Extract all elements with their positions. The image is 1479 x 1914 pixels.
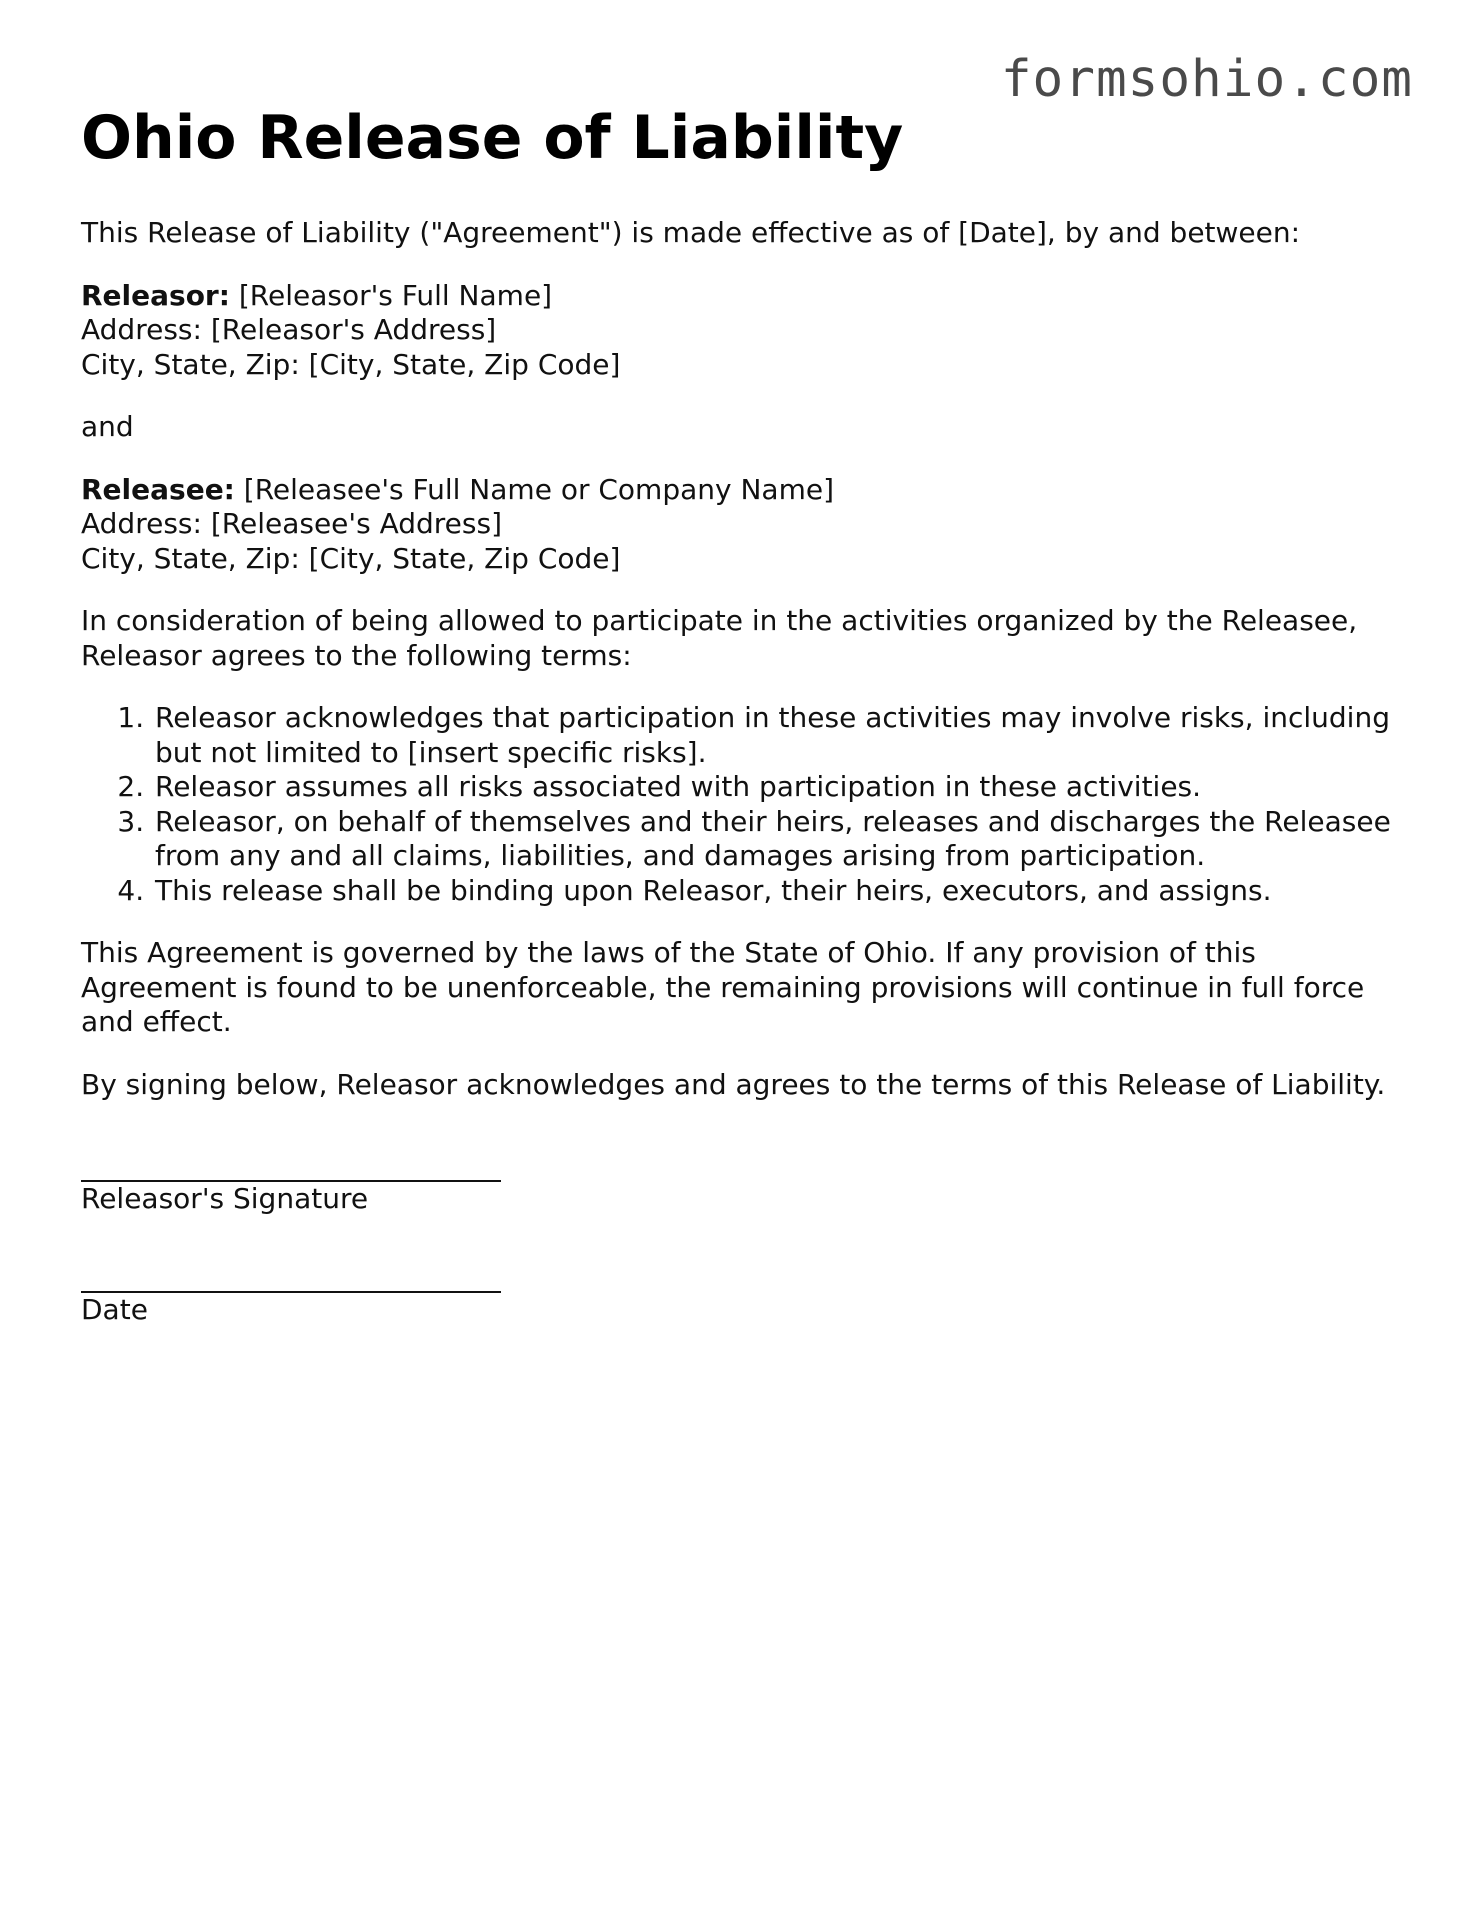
date-line[interactable] [81, 1257, 501, 1293]
releasee-label: Releasee: [81, 472, 235, 506]
date-block [81, 1257, 1401, 1328]
releasor-label: Releasor: [81, 278, 230, 312]
governing-law-paragraph: This Agreement is governed by the laws of the State of Ohio. If any provision of this Agreement is found to be unenforceable, the remaining provisions will continue in full force and effect. [81, 936, 1365, 1038]
signature-block [81, 1146, 1401, 1217]
consideration-paragraph: In consideration of being allowed to participate in the activities organized by the Releasee, Releasor agrees to the following terms: [81, 604, 1358, 672]
document-title: Ohio Release of Liability [81, 103, 904, 173]
term-item: 1. Releasor acknowledges that participation in these activities may involve risks, including but not limited to [insert specific risks]. [153, 701, 1401, 770]
acknowledgement-paragraph: By signing below, Releasor acknowledges and agrees to the terms of this Release of Liability. [81, 1067, 1386, 1101]
term-item: 3. Releasor, on behalf of themselves and their heirs, releases and discharges the Releasee from any and all claims, liabilities, and damages arising from participation. [153, 805, 1401, 874]
releasee-name: [Releasee's Full Name or Company Name] [234, 472, 834, 506]
releasor-name: [Releasor's Full Name] [229, 278, 553, 312]
term-item: 2. Releasor assumes all risks associated with participation in these activities. [153, 770, 1401, 805]
date-label: Date [81, 1292, 148, 1326]
signature-label: Releasor's Signature [81, 1182, 369, 1215]
site-watermark: formsohio.com [1000, 50, 1413, 109]
releasor-city: City, State, Zip: [City, State, Zip Code] [81, 347, 621, 381]
terms-list [81, 701, 1401, 908]
document-body [81, 102, 1401, 1327]
releasor-block [81, 279, 1401, 383]
releasor-name-line [81, 279, 1401, 314]
releasee-address: Address: [Releasee's Address] [81, 507, 503, 540]
and-connector: and [81, 410, 134, 443]
releasor-address: Address: [Releasor's Address] [81, 313, 497, 346]
term-item: 4. This release shall be binding upon Releasor, their heirs, executors, and assigns. [153, 874, 1401, 909]
signature-line[interactable] [81, 1146, 501, 1182]
releasee-block [81, 473, 1401, 577]
releasee-city: City, State, Zip: [City, State, Zip Code] [81, 541, 621, 575]
intro-paragraph: This Release of Liability ("Agreement") is made effective as of [Date], by and between: [81, 216, 1301, 249]
releasee-name-line [81, 473, 1401, 508]
